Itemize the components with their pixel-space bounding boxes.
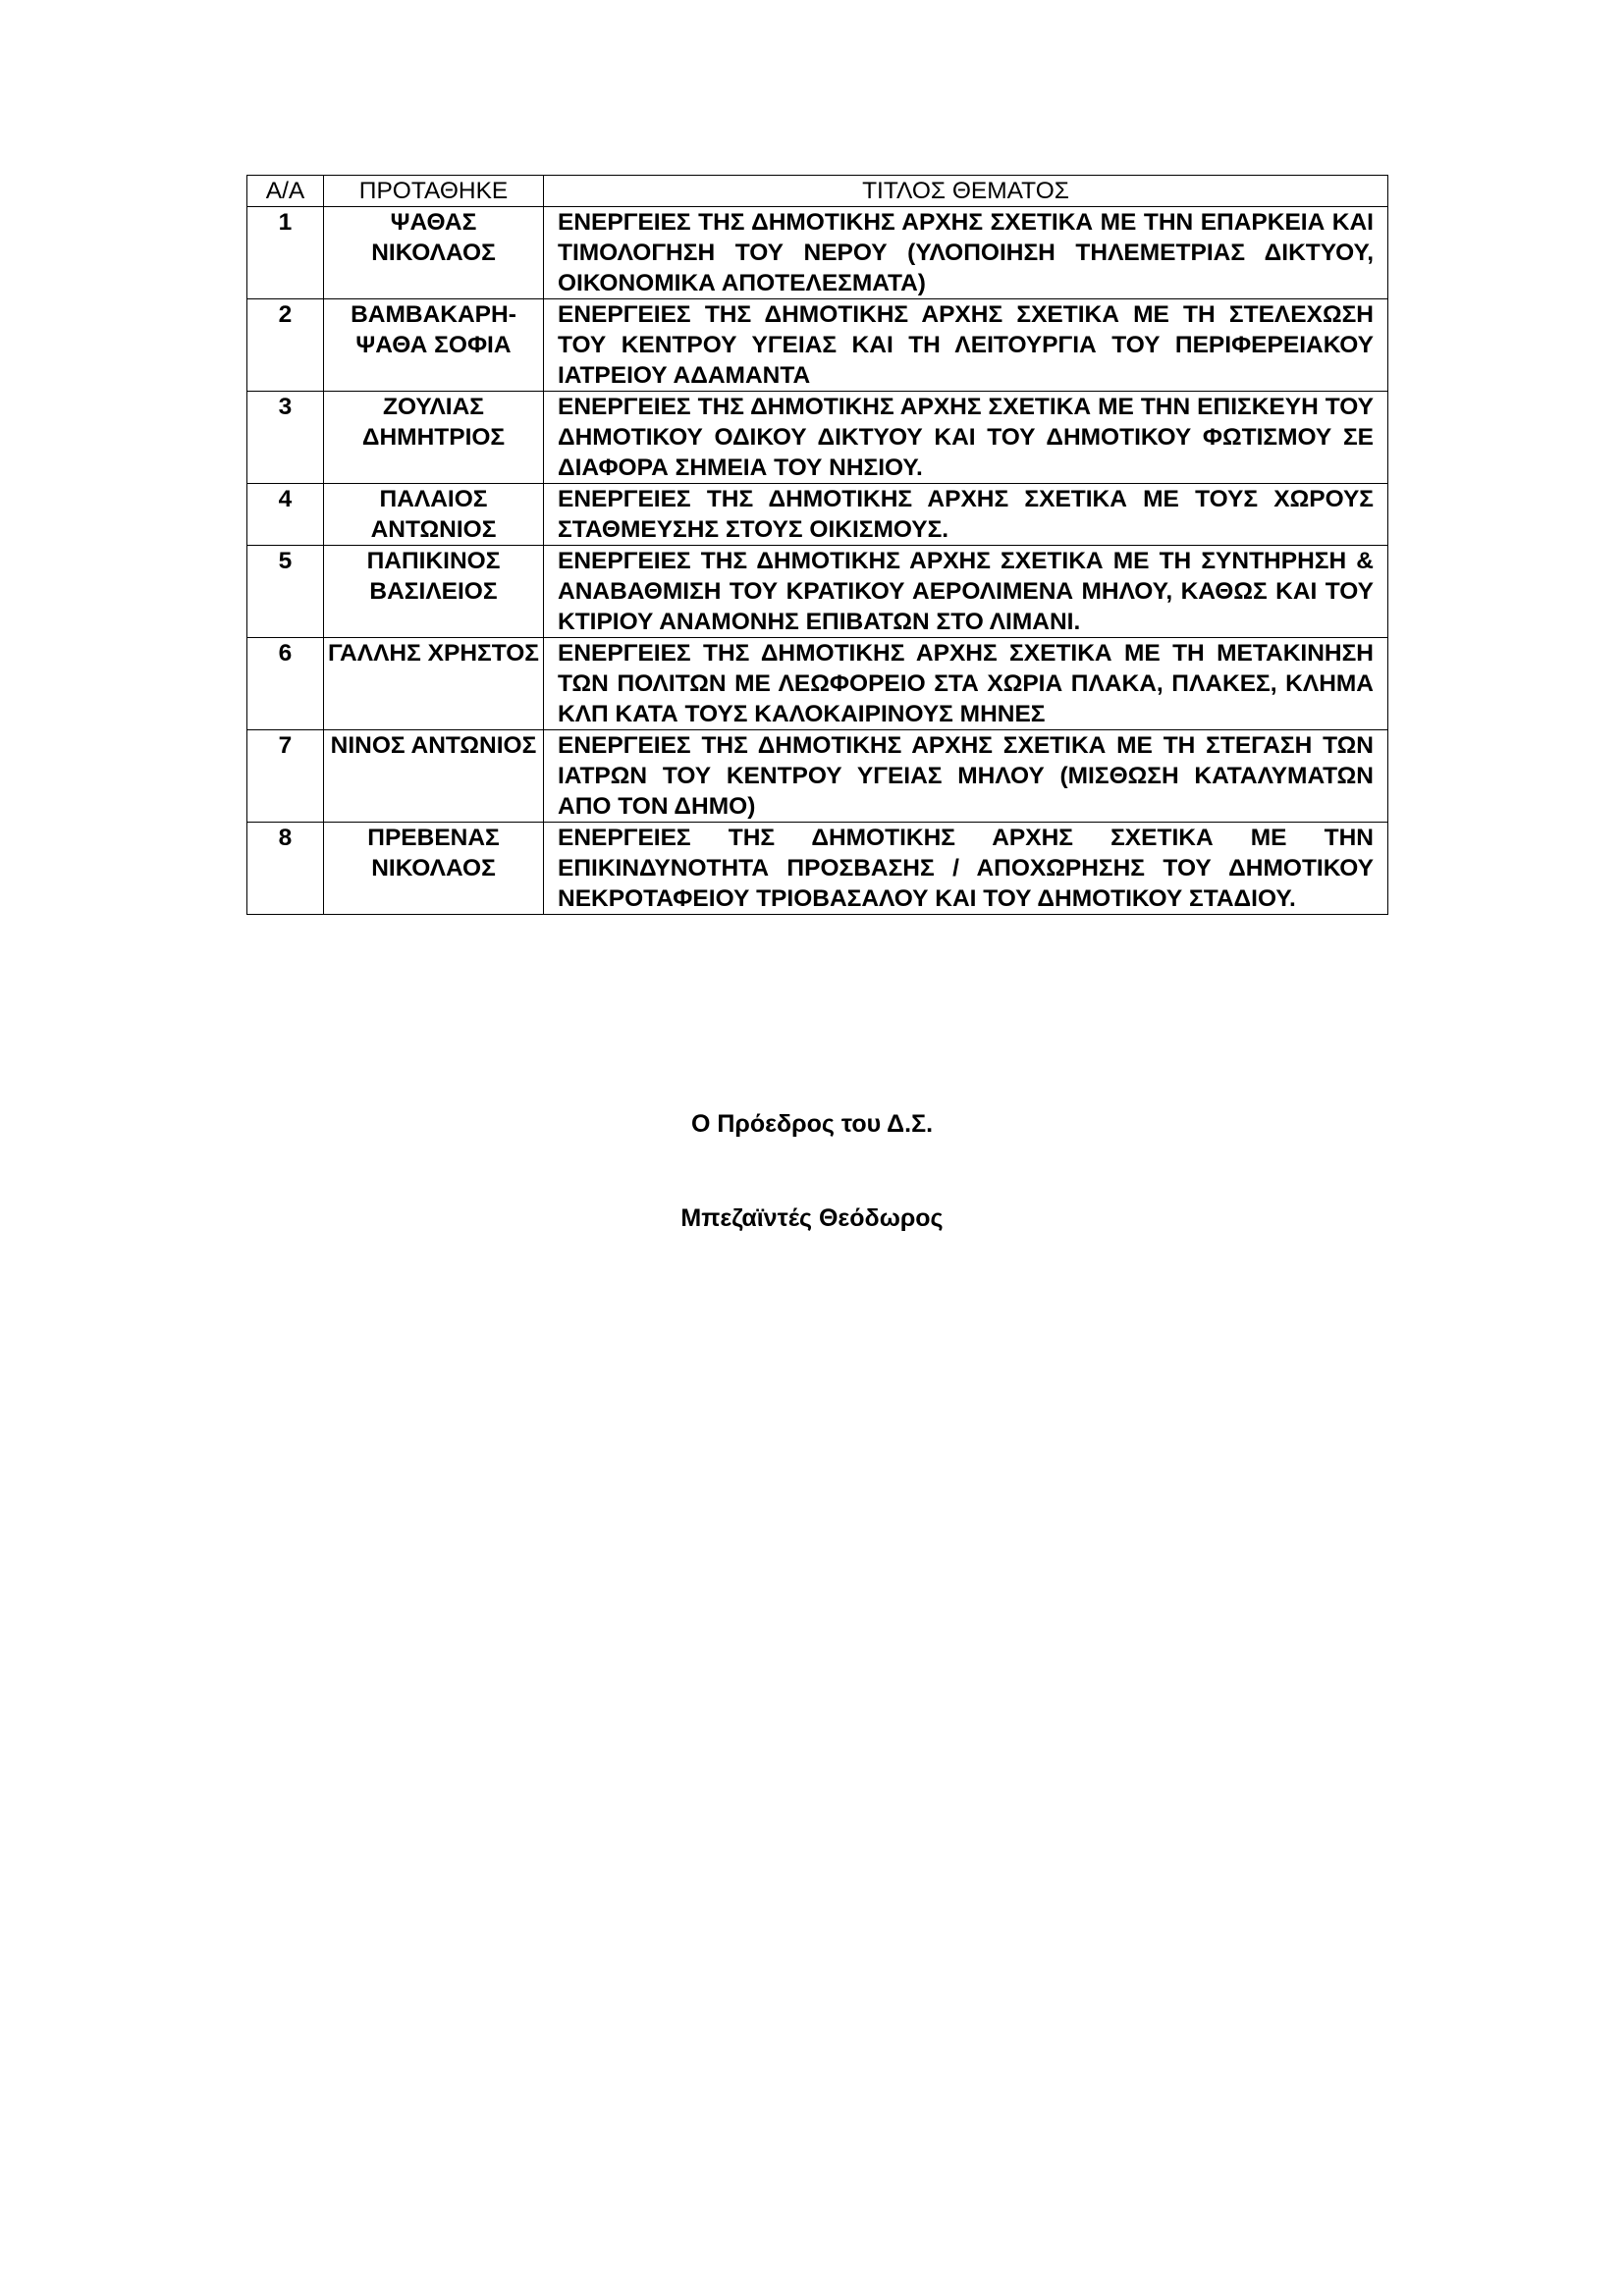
row-title: ΕΝΕΡΓΕΙΕΣ ΤΗΣ ΔΗΜΟΤΙΚΗΣ ΑΡΧΗΣ ΣΧΕΤΙΚΑ ΜΕ ΤΗΝ ΕΠΙΚΙΝΔΥΝΟΤΗΤΑ ΠΡΟΣΒΑΣΗΣ / ΑΠΟΧΩΡΗΣΗΣ ΤΟΥ ΔΗΜΟΤΙΚΟΥ ΝΕΚΡΟΤΑΦΕΙΟΥ ΤΡΙΟΒΑΣΑΛΟΥ ΚΑΙ ΤΟΥ ΔΗΜΟΤΙΚΟΥ ΣΤΑΔΙΟΥ. bbox=[544, 823, 1388, 915]
row-title: ΕΝΕΡΓΕΙΕΣ ΤΗΣ ΔΗΜΟΤΙΚΗΣ ΑΡΧΗΣ ΣΧΕΤΙΚΑ ΜΕ ΤΟΥΣ ΧΩΡΟΥΣ ΣΤΑΘΜΕΥΣΗΣ ΣΤΟΥΣ ΟΙΚΙΣΜΟΥΣ. bbox=[544, 484, 1388, 546]
header-proposer: ΠΡΟΤΑΘΗΚΕ bbox=[324, 176, 544, 207]
table-row bbox=[247, 484, 1388, 546]
row-number: 2 bbox=[247, 299, 324, 392]
row-proposer: ΠΡΕΒΕΝΑΣ ΝΙΚΟΛΑΟΣ bbox=[324, 823, 544, 915]
row-title: ΕΝΕΡΓΕΙΕΣ ΤΗΣ ΔΗΜΟΤΙΚΗΣ ΑΡΧΗΣ ΣΧΕΤΙΚΑ ΜΕ ΤΗ ΣΤΕΛΕΧΩΣΗ ΤΟΥ ΚΕΝΤΡΟΥ ΥΓΕΙΑΣ ΚΑΙ ΤΗ ΛΕΙΤΟΥΡΓΙΑ ΤΟΥ ΠΕΡΙΦΕΡΕΙΑΚΟΥ ΙΑΤΡΕΙΟΥ ΑΔΑΜΑΝΤΑ bbox=[544, 299, 1388, 392]
row-proposer: ΒΑΜΒΑΚΑΡΗ-ΨΑΘΑ ΣΟΦΙΑ bbox=[324, 299, 544, 392]
row-number: 3 bbox=[247, 392, 324, 484]
table-row bbox=[247, 823, 1388, 915]
row-proposer: ΖΟΥΛΙΑΣ ΔΗΜΗΤΡΙΟΣ bbox=[324, 392, 544, 484]
table-row bbox=[247, 546, 1388, 638]
table-row bbox=[247, 207, 1388, 299]
table-row bbox=[247, 299, 1388, 392]
table-header-row bbox=[247, 176, 1388, 207]
row-title: ΕΝΕΡΓΕΙΕΣ ΤΗΣ ΔΗΜΟΤΙΚΗΣ ΑΡΧΗΣ ΣΧΕΤΙΚΑ ΜΕ ΤΗ ΣΥΝΤΗΡΗΣΗ & ΑΝΑΒΑΘΜΙΣΗ ΤΟΥ ΚΡΑΤΙΚΟΥ ΑΕΡΟΛΙΜΕΝΑ ΜΗΛΟΥ, ΚΑΘΩΣ ΚΑΙ ΤΟΥ ΚΤΙΡΙΟΥ ΑΝΑΜΟΝΗΣ ΕΠΙΒΑΤΩΝ ΣΤΟ ΛΙΜΑΝΙ. bbox=[544, 546, 1388, 638]
signature-name: Μπεζαϊντές Θεόδωρος bbox=[680, 1204, 944, 1232]
row-number: 7 bbox=[247, 730, 324, 823]
row-title: ΕΝΕΡΓΕΙΕΣ ΤΗΣ ΔΗΜΟΤΙΚΗΣ ΑΡΧΗΣ ΣΧΕΤΙΚΑ ΜΕ ΤΗΝ ΕΠΑΡΚΕΙΑ ΚΑΙ ΤΙΜΟΛΟΓΗΣΗ ΤΟΥ ΝΕΡΟΥ (ΥΛΟΠΟΙΗΣΗ ΤΗΛΕΜΕΤΡΙΑΣ ΔΙΚΤΥΟΥ, ΟΙΚΟΝΟΜΙΚΑ ΑΠΟΤΕΛΕΣΜΑΤΑ) bbox=[544, 207, 1388, 299]
row-number: 5 bbox=[247, 546, 324, 638]
row-title: ΕΝΕΡΓΕΙΕΣ ΤΗΣ ΔΗΜΟΤΙΚΗΣ ΑΡΧΗΣ ΣΧΕΤΙΚΑ ΜΕ ΤΗΝ ΕΠΙΣΚΕΥΗ ΤΟΥ ΔΗΜΟΤΙΚΟΥ ΟΔΙΚΟΥ ΔΙΚΤΥΟΥ ΚΑΙ ΤΟΥ ΔΗΜΟΤΙΚΟΥ ΦΩΤΙΣΜΟΥ ΣΕ ΔΙΑΦΟΡΑ ΣΗΜΕΙΑ ΤΟΥ ΝΗΣΙΟΥ. bbox=[544, 392, 1388, 484]
row-number: 1 bbox=[247, 207, 324, 299]
signature-role: Ο Πρόεδρος του Δ.Σ. bbox=[690, 1110, 934, 1138]
row-proposer: ΓΑΛΛΗΣ ΧΡΗΣΤΟΣ bbox=[324, 638, 544, 730]
table-row bbox=[247, 392, 1388, 484]
row-number: 8 bbox=[247, 823, 324, 915]
row-title: ΕΝΕΡΓΕΙΕΣ ΤΗΣ ΔΗΜΟΤΙΚΗΣ ΑΡΧΗΣ ΣΧΕΤΙΚΑ ΜΕ ΤΗ ΣΤΕΓΑΣΗ ΤΩΝ ΙΑΤΡΩΝ ΤΟΥ ΚΕΝΤΡΟΥ ΥΓΕΙΑΣ ΜΗΛΟΥ (ΜΙΣΘΩΣΗ ΚΑΤΑΛΥΜΑΤΩΝ ΑΠΟ ΤΟΝ ΔΗΜΟ) bbox=[544, 730, 1388, 823]
agenda-table bbox=[246, 175, 1388, 915]
row-number: 6 bbox=[247, 638, 324, 730]
header-title: ΤΙΤΛΟΣ ΘΕΜΑΤΟΣ bbox=[544, 176, 1388, 207]
row-proposer: ΠΑΛΑΙΟΣ ΑΝΤΩΝΙΟΣ bbox=[324, 484, 544, 546]
table-row bbox=[247, 638, 1388, 730]
table-row bbox=[247, 730, 1388, 823]
row-title: ΕΝΕΡΓΕΙΕΣ ΤΗΣ ΔΗΜΟΤΙΚΗΣ ΑΡΧΗΣ ΣΧΕΤΙΚΑ ΜΕ ΤΗ ΜΕΤΑΚΙΝΗΣΗ ΤΩΝ ΠΟΛΙΤΩΝ ΜΕ ΛΕΩΦΟΡΕΙΟ ΣΤΑ ΧΩΡΙΑ ΠΛΑΚΑ, ΠΛΑΚΕΣ, ΚΛΗΜΑ ΚΛΠ ΚΑΤΑ ΤΟΥΣ ΚΑΛΟΚΑΙΡΙΝΟΥΣ ΜΗΝΕΣ bbox=[544, 638, 1388, 730]
row-proposer: ΝΙΝΟΣ ΑΝΤΩΝΙΟΣ bbox=[324, 730, 544, 823]
row-proposer: ΨΑΘΑΣ ΝΙΚΟΛΑΟΣ bbox=[324, 207, 544, 299]
header-number: Α/Α bbox=[247, 176, 324, 207]
row-number: 4 bbox=[247, 484, 324, 546]
row-proposer: ΠΑΠΙΚΙΝΟΣ ΒΑΣΙΛΕΙΟΣ bbox=[324, 546, 544, 638]
